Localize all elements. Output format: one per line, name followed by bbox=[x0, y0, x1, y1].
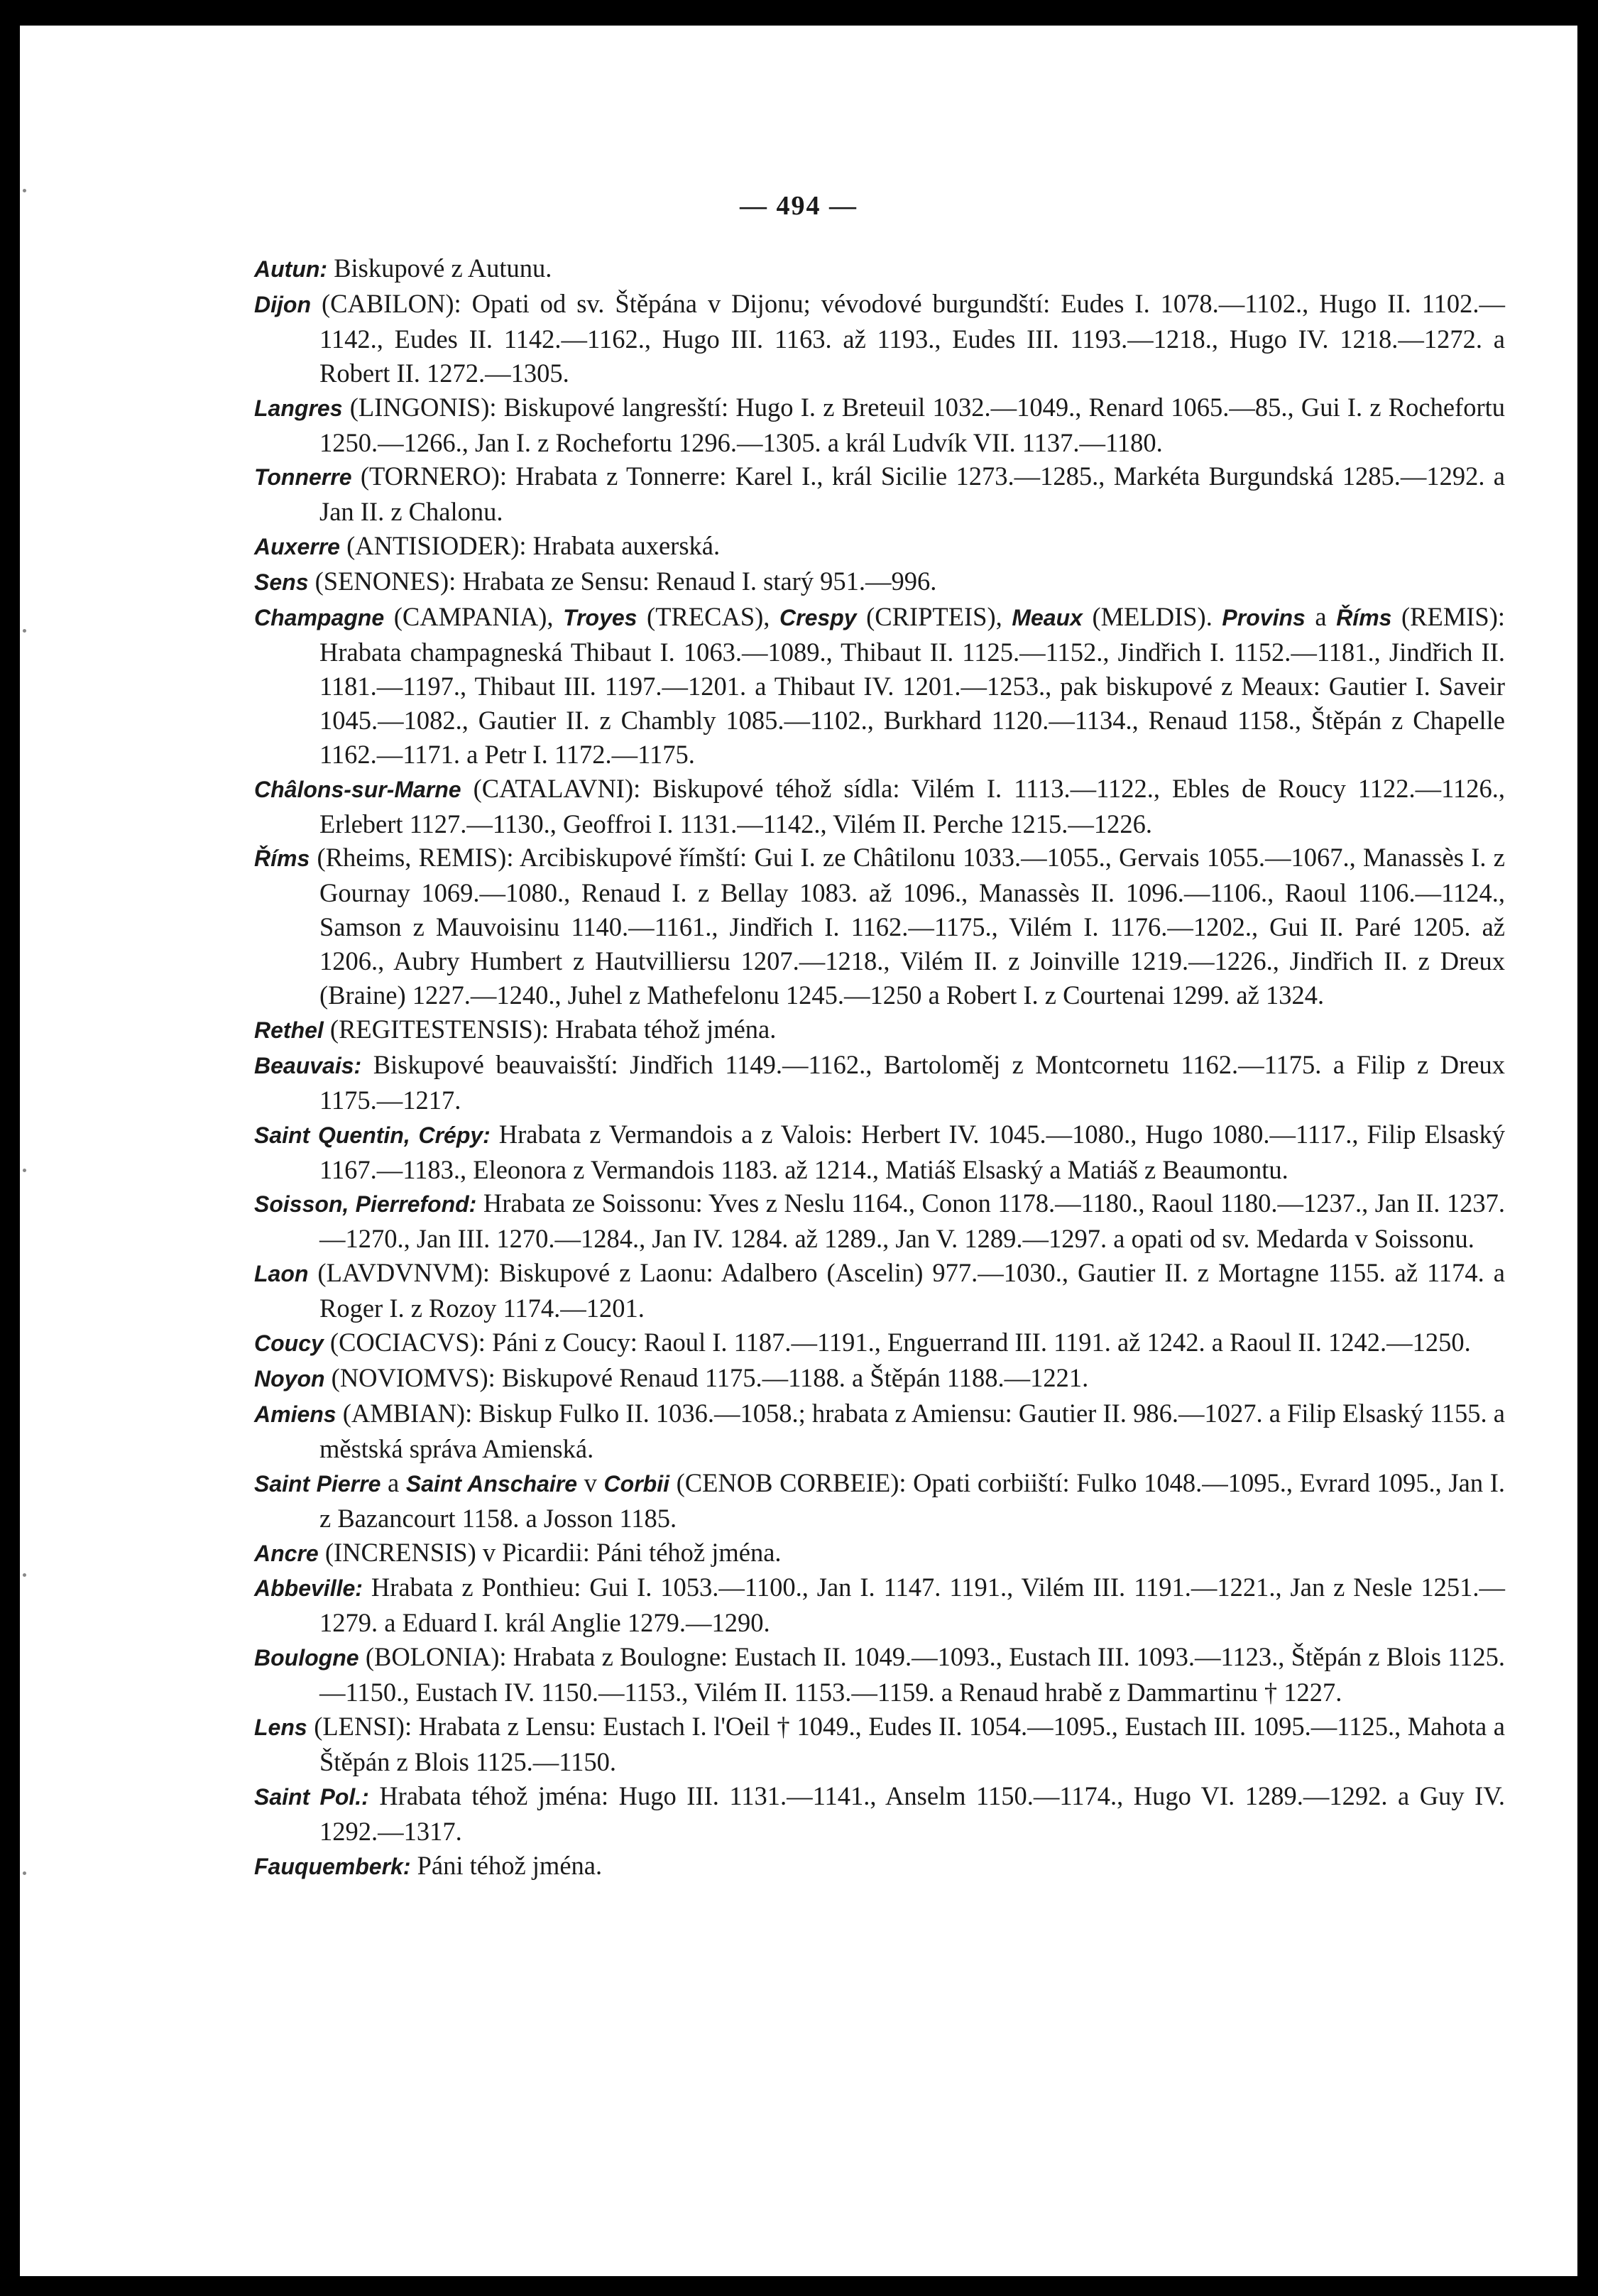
entry-name: Coucy bbox=[254, 1330, 324, 1357]
scan-speck bbox=[23, 1871, 26, 1875]
entry-fauquemberk bbox=[254, 1849, 1505, 1884]
entry-text: (ANTISIODER): Hrabata auxerská. bbox=[339, 531, 721, 561]
entry-text: Hrabata ze Soissonu: Yves z Neslu 1164., Conon 1178.—1180., Raoul 1180.—1237., Jan II. 1237.—1270., Jan III. 1270.—1284., Jan IV. 1284. až 1289., Jan V. 1289.—1297. a opati od sv. Medarda v Soissonu. bbox=[319, 1188, 1506, 1254]
entry-name: Soisson, Pierrefond: bbox=[254, 1191, 477, 1218]
entry-text: Hrabata z Ponthieu: Gui I. 1053.—1100., Jan I. 1147. 1191., Vilém III. 1191.—1221., Jan z Nesle 1251.—1279. a Eduard I. král Anglie 1279.—1290. bbox=[319, 1573, 1505, 1638]
entry-name: Auxerre bbox=[254, 534, 340, 560]
entry-text: v bbox=[577, 1467, 604, 1497]
entry-name: Saint Anschaire bbox=[405, 1470, 578, 1497]
entry-text: Páni téhož jména. bbox=[410, 1850, 603, 1880]
entry-soisson bbox=[254, 1186, 1505, 1256]
entry-saint-pol bbox=[254, 1779, 1505, 1849]
page-number: — 494 — bbox=[740, 191, 858, 221]
entry-name: Dijon bbox=[254, 291, 311, 317]
entry-name: Fauquemberk: bbox=[254, 1853, 411, 1879]
entry-text: (LINGONIS): Biskupové langresští: Hugo I. z Breteuil 1032.—1049., Renard 1065.—85., Gui I. z Rochefortu 1250.—1266., Jan I. z Rochefortu 1296.—1305. a král Ludvík VII. 1137.—1180. bbox=[319, 392, 1505, 457]
entry-text: (TORNERO): Hrabata z Tonnerre: Karel I., král Sicilie 1273.—1285., Markéta Burgundská 1285.—1292. a Jan II. z Chalonu. bbox=[319, 461, 1505, 527]
entry-coucy bbox=[254, 1325, 1505, 1361]
entry-name: Corbii bbox=[603, 1470, 669, 1497]
entry-name: Laon bbox=[254, 1261, 309, 1287]
entry-lens bbox=[254, 1710, 1505, 1779]
entry-name: Rethel bbox=[254, 1017, 324, 1043]
entry-text: (AMBIAN): Biskup Fulko II. 1036.—1058.; hrabata z Amiensu: Gautier II. 986.—1027. a Filip Elsaský 1155. a městská správa Amienská. bbox=[319, 1398, 1505, 1463]
entry-amiens bbox=[254, 1396, 1505, 1466]
entry-list bbox=[254, 251, 1505, 1884]
entry-text: (SENONES): Hrabata ze Sensu: Renaud I. starý 951.—996. bbox=[308, 567, 937, 596]
entry-chalons-sur-marne bbox=[254, 772, 1505, 841]
entry-name: Saint Quentin, Crépy: bbox=[254, 1122, 491, 1148]
entry-text: Hrabata téhož jména: Hugo III. 1131.—1141., Anselm 1150.—1174., Hugo VI. 1289.—1292. a Guy IV. 1292.—1317. bbox=[319, 1781, 1506, 1846]
entry-text: (INCRENSIS) v Picardii: Páni téhož jména. bbox=[318, 1537, 782, 1567]
entry-name: Boulogne bbox=[254, 1645, 359, 1671]
entry-name: Amiens bbox=[254, 1401, 336, 1427]
entry-name: Ancre bbox=[254, 1540, 319, 1566]
entry-text: (LAVDVNVM): Biskupové z Laonu: Adalbero (Ascelin) 977.—1030., Gautier II. z Mortagne 1155. až 1174. a Roger I. z Rozoy 1174.—1201. bbox=[308, 1258, 1505, 1323]
entry-name: Autun: bbox=[254, 256, 328, 282]
entry-name: Troyes bbox=[563, 605, 637, 631]
entry-ancre bbox=[254, 1536, 1505, 1571]
entry-rethel bbox=[254, 1012, 1505, 1048]
entry-name: Saint Pol.: bbox=[254, 1783, 369, 1810]
entry-text: (Rheims, REMIS): Arcibiskupové římští: Gui I. ze Châtilonu 1033.—1055., Gervais 1055.—1067., Manassès I. z Gournay 1069.—1080., Renaud I. z Bellay 1083. až 1096., Manassès II. 1096.—1106., Raoul 1106.—1124., Samson z Mauvoisinu 1140.—1161., Jindřich I. 1162.—1175., Vilém I. 1176.—1202., Gui II. Paré 1205. až 1206., Aubry Humbert z Hautvilliersu 1207.—1218., Vilém II. z Joinville 1219.—1226., Jindřich II. z Dreux (Braine) 1227.—1240., Juhel z Mathefelonu 1245.—1250 a Robert I. z Courtenai 1299. až 1324. bbox=[310, 843, 1505, 1010]
entry-name: Říms bbox=[254, 846, 310, 872]
scan-speck bbox=[23, 629, 26, 633]
entry-text: (REMIS): Hrabata champagneská Thibaut I. 1063.—1089., Thibaut II. 1125.—1152., Jindřich I. 1152.—1181., Jindřich II. 1181.—1197., Thibaut III. 1197.—1201. a Thibaut IV. 1201.—1253., pak biskupové z Meaux: Gautier I. Saveir 1045.—1082., Gautier II. z Chambly 1085.—1102., Burkhard 1120.—1134., Renaud 1158., Štěpán z Chapelle 1162.—1171. a Petr I. 1172.—1175. bbox=[319, 602, 1506, 769]
entry-name: Sens bbox=[254, 569, 309, 596]
entry-name: Beauvais: bbox=[254, 1052, 362, 1078]
scan-speck bbox=[23, 1573, 26, 1577]
entry-name: Châlons-sur-Marne bbox=[254, 776, 461, 802]
entry-name: Crespy bbox=[779, 605, 857, 631]
entry-text: (CABILON): Opati od sv. Štěpána v Dijonu; vévodové burgundští: Eudes I. 1078.—1102., Hugo II. 1102.—1142., Eudes II. 1142.—1162., Hugo III. 1163. až 1193., Eudes III. 1193.—1218., Hugo IV. 1218.—1272. a Robert II. 1272.—1305. bbox=[310, 288, 1505, 388]
entry-tonnerre bbox=[254, 459, 1505, 529]
entry-name: Langres bbox=[254, 395, 343, 421]
entry-name: Noyon bbox=[254, 1366, 325, 1392]
entry-text: Hrabata z Vermandois a z Valois: Herbert IV. 1045.—1080., Hugo 1080.—1117., Filip Elsaský 1167.—1183., Eleonora z Vermandois 1183. až 1214., Matiáš Elsaský a Matiáš z Beaumontu. bbox=[319, 1119, 1505, 1184]
entry-saint-pierre bbox=[254, 1466, 1505, 1536]
entry-name: Champagne bbox=[254, 605, 385, 631]
scan-speck bbox=[23, 1169, 26, 1172]
entry-laon bbox=[254, 1256, 1505, 1325]
entry-text: a bbox=[1305, 602, 1337, 632]
entry-abbeville bbox=[254, 1570, 1505, 1640]
entry-text: (NOVIOMVS): Biskupové Renaud 1175.—1188. a Štěpán 1188.—1221. bbox=[324, 1363, 1089, 1392]
entry-name: Provins bbox=[1222, 605, 1306, 631]
entry-saint-quentin bbox=[254, 1117, 1505, 1187]
entry-autun bbox=[254, 251, 1505, 287]
entry-champagne bbox=[254, 600, 1505, 772]
page-sheet bbox=[20, 26, 1577, 2276]
entry-text: (TRECAS), bbox=[637, 602, 780, 632]
entry-name: Lens bbox=[254, 1715, 307, 1741]
entry-boulogne bbox=[254, 1640, 1505, 1710]
entry-text: (REGITESTENSIS): Hrabata téhož jména. bbox=[323, 1014, 777, 1044]
entry-text: (CENOB CORBEIE): Opati corbiiští: Fulko 1048.—1095., Evrard 1095., Jan I. z Bazancourt 1158. a Josson 1185. bbox=[319, 1467, 1506, 1533]
entry-name: Abbeville: bbox=[254, 1575, 363, 1602]
entry-text: Biskupové beauvaisští: Jindřich 1149.—1162., Bartoloměj z Montcornetu 1162.—1175. a Filip z Dreux 1175.—1217. bbox=[319, 1049, 1505, 1115]
entry-name: Meaux bbox=[1012, 605, 1083, 631]
entry-text: (LENSI): Hrabata z Lensu: Eustach I. l'Oeil † 1049., Eudes II. 1054.—1095., Eustach III. 1095.—1125., Mahota a Štěpán z Blois 1125.—1150. bbox=[307, 1712, 1505, 1776]
entry-text: (CRIPTEIS), bbox=[856, 602, 1012, 632]
entry-name: Říms bbox=[1336, 605, 1392, 631]
entry-rims bbox=[254, 841, 1505, 1012]
entry-text: (CAMPANIA), bbox=[384, 602, 564, 632]
entry-name: Saint Pierre bbox=[254, 1470, 381, 1497]
entry-text: (BOLONIA): Hrabata z Boulogne: Eustach II. 1049.—1093., Eustach III. 1093.—1123., Štěpán z Blois 1125.—1150., Eustach IV. 1150.—1153., Vilém II. 1153.—1159. a Renaud hrabě z Dammartinu † 1227. bbox=[319, 1642, 1505, 1707]
entry-text: (MELDIS). bbox=[1082, 602, 1222, 632]
entry-text: (CATALAVNI): Biskupové téhož sídla: Vilém I. 1113.—1122., Ebles de Roucy 1122.—1126., Erlebert 1127.—1130., Geoffroi I. 1131.—1142., Vilém II. Perche 1215.—1226. bbox=[319, 773, 1505, 838]
entry-text: a bbox=[381, 1467, 406, 1497]
entry-auxerre bbox=[254, 529, 1505, 564]
entry-dijon bbox=[254, 287, 1505, 390]
entry-text: Biskupové z Autunu. bbox=[327, 253, 552, 283]
entry-langres bbox=[254, 390, 1505, 460]
entry-noyon bbox=[254, 1361, 1505, 1396]
entry-name: Tonnerre bbox=[254, 464, 352, 491]
entry-sens bbox=[254, 564, 1505, 600]
entry-text: (COCIACVS): Páni z Coucy: Raoul I. 1187.—1191., Enguerrand III. 1191. až 1242. a Raoul II. 1242.—1250. bbox=[323, 1328, 1471, 1357]
entry-beauvais bbox=[254, 1048, 1505, 1117]
